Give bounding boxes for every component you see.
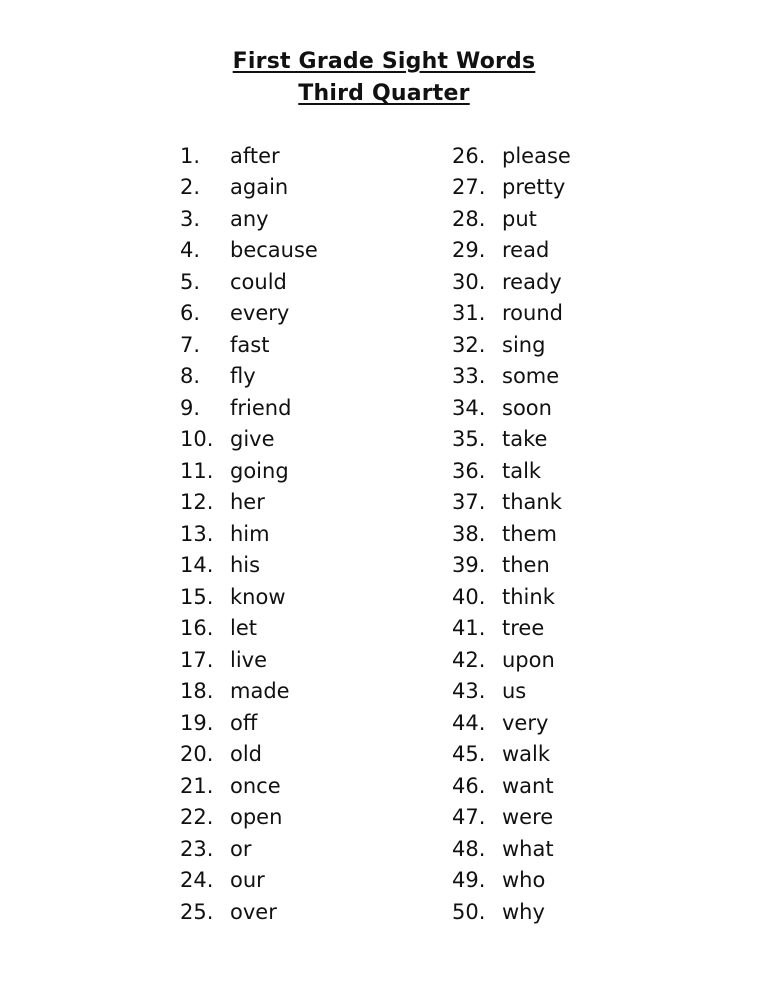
word-number: 21.	[180, 773, 214, 798]
word-list-item	[452, 235, 571, 267]
word-list-item	[452, 455, 571, 487]
sight-word: fast	[230, 332, 270, 357]
word-list-item	[180, 140, 318, 172]
sight-word: know	[230, 584, 286, 609]
word-list-item	[180, 865, 318, 897]
word-number: 7.	[180, 332, 201, 357]
word-number: 15.	[180, 584, 214, 609]
sight-word: let	[230, 616, 257, 641]
word-number: 47.	[452, 805, 486, 830]
word-number: 33.	[452, 364, 486, 389]
sight-word: talk	[502, 458, 542, 483]
sight-word: old	[230, 742, 263, 767]
word-list-item	[180, 172, 318, 204]
word-number: 24.	[180, 868, 214, 893]
word-number: 37.	[452, 490, 486, 515]
word-list-item	[180, 235, 318, 267]
word-number: 29.	[452, 238, 486, 263]
sight-word: again	[230, 175, 289, 200]
word-number: 41.	[452, 616, 486, 641]
word-number: 18.	[180, 679, 214, 704]
word-list-item	[180, 518, 318, 550]
word-number: 34.	[452, 395, 486, 420]
word-number: 5.	[180, 269, 201, 294]
word-number: 49.	[452, 868, 486, 893]
sight-word: her	[230, 490, 265, 515]
sight-word: upon	[502, 647, 555, 672]
word-number: 27.	[452, 175, 486, 200]
sight-word: going	[230, 458, 289, 483]
word-number: 30.	[452, 269, 486, 294]
word-list-item	[180, 550, 318, 582]
sight-word: live	[230, 647, 268, 672]
sight-word: thank	[502, 490, 562, 515]
word-list-item	[452, 581, 571, 613]
sight-word: made	[230, 679, 290, 704]
word-list-item	[180, 487, 318, 519]
word-number: 36.	[452, 458, 486, 483]
word-number: 43.	[452, 679, 486, 704]
word-number: 50.	[452, 899, 486, 924]
word-list-item	[452, 140, 571, 172]
sight-word: over	[230, 899, 277, 924]
word-list-item	[180, 644, 318, 676]
word-list-left-column	[180, 140, 318, 928]
word-list-item	[452, 298, 571, 330]
word-list-item	[180, 613, 318, 645]
sight-word: put	[502, 206, 537, 231]
word-list-item	[180, 266, 318, 298]
word-number: 9.	[180, 395, 201, 420]
sight-word: every	[230, 301, 290, 326]
sight-word: some	[502, 364, 560, 389]
word-number: 4.	[180, 238, 201, 263]
word-number: 25.	[180, 899, 214, 924]
word-number: 31.	[452, 301, 486, 326]
sight-word: ready	[502, 269, 562, 294]
word-number: 10.	[180, 427, 214, 452]
sight-word: off	[230, 710, 258, 735]
word-number: 26.	[452, 143, 486, 168]
word-list-item	[180, 676, 318, 708]
sight-word: pretty	[502, 175, 566, 200]
sight-word: tree	[502, 616, 545, 641]
word-list-item	[180, 298, 318, 330]
word-number: 3.	[180, 206, 201, 231]
word-number: 38.	[452, 521, 486, 546]
sight-word: take	[502, 427, 548, 452]
word-number: 42.	[452, 647, 486, 672]
word-list-right-column	[452, 140, 571, 928]
word-list-item	[180, 770, 318, 802]
word-list-item	[452, 392, 571, 424]
sight-word: walk	[502, 742, 551, 767]
word-list-item	[452, 644, 571, 676]
sight-word: why	[502, 899, 545, 924]
page-title	[0, 46, 768, 78]
sight-word: very	[502, 710, 549, 735]
word-number: 6.	[180, 301, 201, 326]
word-list-item	[452, 676, 571, 708]
word-number: 39.	[452, 553, 486, 578]
sight-word: please	[502, 143, 571, 168]
word-list-item	[452, 550, 571, 582]
word-number: 1.	[180, 143, 201, 168]
sight-word: think	[502, 584, 555, 609]
word-number: 8.	[180, 364, 201, 389]
word-number: 17.	[180, 647, 214, 672]
sight-word: once	[230, 773, 281, 798]
word-list-item	[180, 581, 318, 613]
sight-word: any	[230, 206, 269, 231]
word-number: 19.	[180, 710, 214, 735]
word-list-item	[452, 518, 571, 550]
sight-word: were	[502, 805, 554, 830]
sight-word: soon	[502, 395, 552, 420]
word-number: 48.	[452, 836, 486, 861]
word-list-item	[180, 203, 318, 235]
word-list-item	[452, 203, 571, 235]
word-list-item	[180, 739, 318, 771]
sight-word: us	[502, 679, 527, 704]
word-number: 14.	[180, 553, 214, 578]
word-list-item	[180, 329, 318, 361]
sight-word: want	[502, 773, 554, 798]
page-title-text: First Grade Sight Words	[232, 49, 536, 74]
word-list-item	[452, 896, 571, 928]
word-list-item	[180, 707, 318, 739]
word-number: 13.	[180, 521, 214, 546]
word-list-item	[452, 739, 571, 771]
sight-word: who	[502, 868, 546, 893]
word-list-item	[180, 833, 318, 865]
sight-word: read	[502, 238, 550, 263]
word-number: 44.	[452, 710, 486, 735]
word-number: 28.	[452, 206, 486, 231]
word-list-item	[180, 424, 318, 456]
word-number: 12.	[180, 490, 214, 515]
sight-word: them	[502, 521, 557, 546]
word-number: 45.	[452, 742, 486, 767]
sight-word: his	[230, 553, 261, 578]
word-number: 20.	[180, 742, 214, 767]
word-number: 40.	[452, 584, 486, 609]
sight-word: after	[230, 143, 280, 168]
word-list-item	[452, 361, 571, 393]
word-list-item	[452, 707, 571, 739]
word-list-item	[452, 833, 571, 865]
word-list-item	[452, 266, 571, 298]
word-number: 22.	[180, 805, 214, 830]
page-subtitle	[0, 78, 768, 110]
sight-word: what	[502, 836, 554, 861]
word-list-item	[452, 613, 571, 645]
word-list-item	[452, 172, 571, 204]
word-list-item	[180, 361, 318, 393]
word-list-item	[180, 802, 318, 834]
sight-word: friend	[230, 395, 292, 420]
word-number: 46.	[452, 773, 486, 798]
word-number: 11.	[180, 458, 214, 483]
word-list-item	[452, 770, 571, 802]
sight-word: open	[230, 805, 283, 830]
sight-word: sing	[502, 332, 546, 357]
sight-word: or	[230, 836, 252, 861]
word-number: 23.	[180, 836, 214, 861]
word-list-item	[180, 896, 318, 928]
sight-word: round	[502, 301, 563, 326]
sight-word: could	[230, 269, 287, 294]
word-list-item	[452, 329, 571, 361]
sight-word: because	[230, 238, 318, 263]
word-list-item	[452, 487, 571, 519]
word-list-item	[180, 392, 318, 424]
word-number: 32.	[452, 332, 486, 357]
word-number: 35.	[452, 427, 486, 452]
word-list-item	[180, 455, 318, 487]
page-subtitle-text: Third Quarter	[298, 81, 470, 106]
word-list-item	[452, 865, 571, 897]
sight-word: our	[230, 868, 265, 893]
sight-word: give	[230, 427, 275, 452]
sight-word: him	[230, 521, 270, 546]
word-list-item	[452, 802, 571, 834]
word-number: 2.	[180, 175, 201, 200]
sight-word: fly	[230, 364, 256, 389]
sight-word: then	[502, 553, 550, 578]
word-number: 16.	[180, 616, 214, 641]
word-list-item	[452, 424, 571, 456]
